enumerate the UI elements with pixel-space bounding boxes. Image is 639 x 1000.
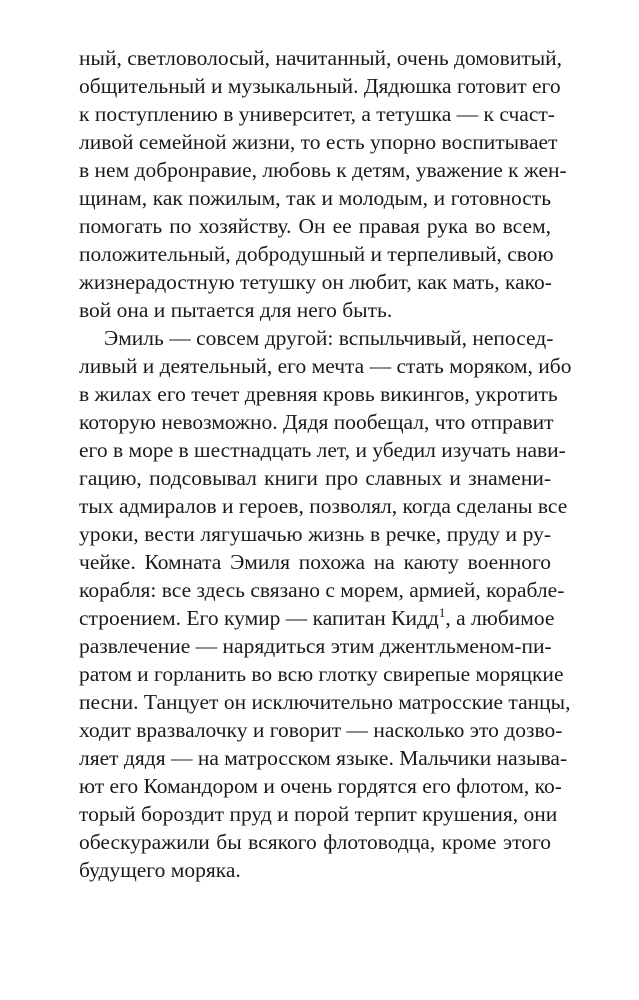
body-text-segment: , а любимое [445, 606, 555, 630]
body-text-line: его в море в шестнадцать лет, и убедил изучать нави- [79, 438, 566, 462]
body-text-line: щинам, как пожилым, так и молодым, и готовность [79, 186, 551, 210]
body-text-segment: строением. Его кумир — капитан Кидд [79, 606, 439, 630]
body-text-line: будущего моряка. [79, 858, 241, 882]
body-text-line: вой она и пытается для него быть. [79, 298, 393, 322]
body-text-line: помогать по хозяйству. Он ее правая рука во всем, [79, 214, 551, 238]
body-text-line: тых адмиралов и героев, позволял, когда сделаны все [79, 494, 568, 518]
paragraph-first-line: Эмиль — совсем другой: вспыльчивый, непосед- [104, 326, 554, 350]
body-text-line [79, 604, 555, 632]
body-text-line: развлечение — нарядиться этим джентльменом-пи- [79, 634, 552, 658]
body-text-line: ливый и деятельный, его мечта — стать моряком, ибо [79, 354, 572, 378]
body-text-line: ратом и горланить во всю глотку свирепые моряцкие [79, 662, 564, 686]
body-text-line: чейке. Комната Эмиля похожа на каюту военного [79, 550, 551, 574]
body-text-line: жизнерадостную тетушку он любит, как мать, како- [79, 270, 552, 294]
body-text-line: ют его Командором и очень гордятся его флотом, ко- [79, 774, 562, 798]
body-text-line: к поступлению в университет, а тетушка — к счаст- [79, 102, 555, 126]
body-text-line: ходит вразвалочку и говорит — насколько это дозво- [79, 718, 563, 742]
body-text-line: которую невозможно. Дядя пообещал, что отправит [79, 410, 554, 434]
body-text-line: песни. Танцует он исключительно матросские танцы, [79, 690, 571, 714]
body-text-line: уроки, вести лягушачью жизнь в речке, пруду и ру- [79, 522, 551, 546]
body-text-line: в нем добронравие, любовь к детям, уважение к жен- [79, 158, 567, 182]
body-text-line: ляет дядя — на матросском языке. Мальчики называ- [79, 746, 568, 770]
body-text-line: ливой семейной жизни, то есть упорно воспитывает [79, 130, 558, 154]
body-text-line: ный, светловолосый, начитанный, очень домовитый, [79, 46, 563, 70]
body-text-line: в жилах его течет древняя кровь викингов, укротить [79, 382, 558, 406]
body-text-line: обескуражили бы всякого флотоводца, кроме этого [79, 830, 551, 854]
footnote-reference[interactable]: 1 [438, 605, 446, 620]
body-text-line: торый бороздит пруд и порой терпит крушения, они [79, 802, 558, 826]
body-text-line: гацию, подсовывал книги про славных и знамени- [79, 466, 551, 490]
body-text-line: корабля: все здесь связано с морем, армией, корабле- [79, 578, 565, 602]
body-text-line: общительный и музыкальный. Дядюшка готовит его [79, 74, 561, 98]
body-text-line: положительный, добродушный и терпеливый, свою [79, 242, 554, 266]
